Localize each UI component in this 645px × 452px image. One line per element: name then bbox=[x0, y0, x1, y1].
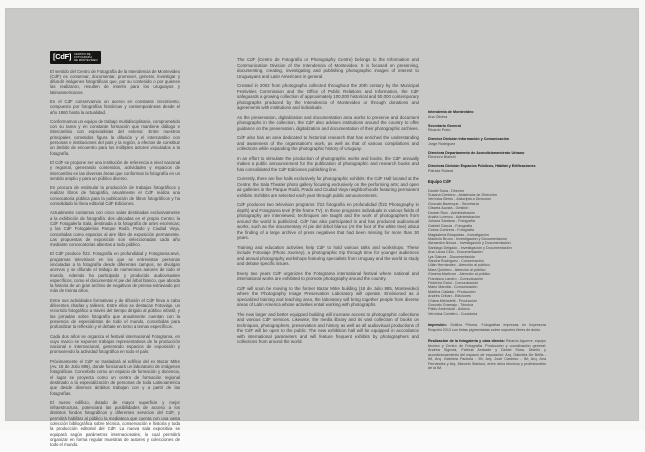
english-column bbox=[237, 57, 419, 349]
official-name: Eleonora Bianchi bbox=[428, 155, 456, 159]
officials-list bbox=[428, 110, 546, 173]
english-paragraph: CdF also has an area dedicated to historical research that has enriched the understanding and awareness of the organisation's work, as well as that of various compilations and collections while expanding the photographic history of Uruguay. bbox=[237, 135, 419, 151]
credits-column bbox=[428, 110, 546, 371]
cdf-logo bbox=[50, 51, 101, 64]
team-member: Daniel Sosa - Director bbox=[428, 188, 465, 193]
spanish-paragraph: Próximamente el CdF se trasladará al edificio del ex Bazar Mitre (Av. 18 de Julio 885), donde funcionará un laboratorio de imágenes fotográficas. Concebido como un espacio de formación y docencia, el lugar se proyecta como un centro de formación regional destinado a la especialización de personas de toda Latinoamérica que desde diversos ámbitos trabajan con y a partir de las fotografías. bbox=[50, 358, 180, 396]
english-paragraph: The CdF (Centro de Fotografía or Photography Centre) belongs to the Information and Communication Division of the Intendencia of Montevideo. It is focused on preserving, documenting, creating, investigating and publishing photographic images of interest to Uruguayans and Latin Americans in general. bbox=[237, 57, 419, 79]
official-name: Ricardo Prato bbox=[428, 128, 451, 132]
spanish-paragraph: El CdF se propone ser una institución de referencia a nivel nacional y regional, generando contenidos, actividades y espacios de intercambio en las diversas áreas que conforman la fotografía en un sentido amplio y para un público diverso. bbox=[50, 159, 180, 181]
english-paragraph: CdF produces two television programs: f/22 fotografía en profundidad (f/22 Photography in depth) and Fotograma tevé (Film-frame TV). In these programs individuals in various fields of photography are interviewed, techniques are taught and the work of photographers from around the world is publicized. CdF has also participated in and has produced audiovisual works, such as the documentary Al pie del árbol blanco (At the foot of the white tree) about the finding of a large archive of press negatives that had been missing for more than 30 years. bbox=[237, 202, 419, 240]
official-title: Secretario General bbox=[428, 123, 461, 128]
official-entry bbox=[428, 151, 546, 160]
team-member: Gonzalo Bazerque - Secretaría bbox=[428, 201, 479, 206]
team-member: Sandra Rodríguez - Conservación bbox=[428, 259, 484, 263]
official-title: Directora Departamento de Acondicionamiento Urbano bbox=[428, 150, 525, 155]
official-title: Intendenta de Montevideo bbox=[428, 110, 474, 114]
english-paragraph: Every two years CdF organizes the Fotograma international festival where national and international works are exhibited to promote photography around the country. bbox=[237, 270, 419, 281]
official-entry bbox=[428, 164, 546, 173]
english-paragraph: As the preservation, digitalization and documentation area works to preserve and document photographs in the collection, the CdF also advises institutions around the country to offer guidance on the preservation, digitalization and documentation of their photographic archives. bbox=[237, 114, 419, 131]
team-member: Mario Marotta - Comunicación bbox=[428, 285, 478, 290]
team-member: Carlos Contrera - Fotografía bbox=[428, 228, 475, 233]
team-member: Pablo Améndola - Actoría bbox=[428, 307, 470, 312]
english-paragraph: The new larger and better equipped building will increase access to photographic collections and various CdF services. Likewise, the media library and its vast collection of books on techniques, photographers, preservation and history as well as all audiovisual productions of the CdF will be open to the public. The new exhibition hall will be equipped in accordance with international parameters and will feature frequent exhibits by photographers and collections from around the world. bbox=[237, 311, 419, 344]
cdf-logo-mark: [CdF] bbox=[53, 52, 72, 61]
team-member: Verónica Berrio - Adscripta a Dirección bbox=[428, 197, 492, 202]
english-paragraph: Training and education activities help CdF to hold various talks and workshops. These include Fotoviaje (Photo Journey), a photographic trip through time for younger audiences and annual photography workshops featuring specialists from Uruguay and the world to study and debate specific issues. bbox=[237, 244, 419, 266]
cdf-logo-caption bbox=[74, 53, 98, 62]
english-paragraph: In an effort to stimulate the production of photographic works and books, the CdF annually makes a public announcement for the publication of photographic and research books and has consolidated the CdF Ediciones publishing line. bbox=[237, 155, 419, 172]
spanish-paragraphs bbox=[50, 69, 180, 448]
english-paragraphs bbox=[237, 57, 419, 345]
team-member: Gabriel García - Fotografía bbox=[428, 223, 473, 228]
team-member: Federico Estol - Comunicación bbox=[428, 281, 479, 286]
team-member: Andrés Cribari - Ediciones bbox=[428, 294, 471, 299]
team-member: Mara Quintero - Atención al público bbox=[428, 267, 486, 272]
official-name: Ana Olivera bbox=[428, 114, 448, 119]
team-member: Analía Lorenzo - Administración bbox=[428, 214, 481, 219]
team-member: Alexandra Nóvoa - Investigación y Documentación bbox=[428, 241, 511, 246]
team-member: Magdalena Broquetas - Investigación bbox=[428, 232, 489, 237]
team-member: Susana Centeno - Asistencia de Dirección bbox=[428, 192, 497, 197]
production-label: Realización de la fotogalería y obra directa: bbox=[428, 339, 505, 344]
team-member: Gonzalo Gramajo - Técnica bbox=[428, 303, 474, 308]
team-member: Johana Santana - Fotografía bbox=[428, 219, 475, 224]
official-entry bbox=[428, 137, 546, 146]
official-title: Directora División Espacios Públicos, Hábitat y Edificaciones bbox=[428, 164, 536, 168]
official-name: Jorge Rodríguez bbox=[428, 141, 456, 146]
spanish-paragraph: Cada dos años se organiza el festival internacional Fotograma, en cuyo marco se exponen trabajos representativos de la producción nacional e internacional, generando espacios de exposición y promoviendo la actividad fotográfica en todo el país. bbox=[50, 333, 180, 355]
printing-label: Impresión: bbox=[428, 323, 447, 328]
cdf-logo-caption-line: DE MONTEVIDEO bbox=[74, 58, 98, 62]
team-member: Francisco Landro - Comunicación bbox=[428, 276, 484, 281]
spanish-paragraph: Actualmente contamos con cinco salas destinadas exclusivamente a la exhibición de fotografía: dos ubicadas en el propio Centro; la CdF Fotogalería Sala, destinada a la fotografía de artes escénicas; y las CdF Fotogalerías Parque Rodó, Prado y Ciudad Vieja, concebidas como espacios al aire libre de exposición permanente. Las propuestas de exposición son seleccionadas cada año mediante convocatorias abiertas a todo público. bbox=[50, 210, 180, 248]
spanish-column bbox=[50, 46, 180, 452]
team-list bbox=[428, 189, 546, 317]
team-member: Gissela Acosta - Gestión bbox=[428, 206, 469, 211]
spanish-paragraph: Conformamos un equipo de trabajo multidisciplinario, comprometido con su tarea y en constante formación que mantiene diálogo e intercambio con especialistas del exterior. Entre nuestros principales cometidos figura la difusión y el intercambio con personas e instituciones del país y la región, a efectos de constituir un ámbito de encuentro para los múltiples actores vinculados a la fotografía. bbox=[50, 118, 180, 156]
production-text: Ricardo Aguerre, equipo técnico y Centro de Fotografía. Producción y coordinación general: Andrea Sígnola, Patricia Andrade y Daniel Sosa. Diseño y acondicionamiento del espacio de exposición: Arq. Gabriela De Bellis - IM, Arq. Gabriela Fachola - IM, Arq. José Cardeso - IM; Arq. Ana Fernández y Arq. Marcelo Staricco, entre otros técnicos y profesionales de la IM. bbox=[428, 339, 546, 371]
colophon-page bbox=[5, 8, 639, 448]
spanish-paragraph: En procura de estimular la producción de trabajos fotográficos y realizar libros de fotografía, anualmente el CdF realiza una convocatoria pública para la publicación de libros fotográficos y ha consolidado la línea editorial CdF Ediciones. bbox=[50, 185, 180, 207]
spanish-paragraph: En el CdF conservamos un acervo en constante crecimiento, compuesto por fotografías históricas y contemporáneas desde el año 1860 hasta la actualidad. bbox=[50, 98, 180, 115]
production-note bbox=[428, 339, 546, 371]
spanish-paragraph: El sentido del Centro de Fotografía de la Intendencia de Montevideo (CdF) es conservar, documentar, promover, generar, investigar y difundir imágenes fotográficas que, por su contenido o por quienes las realizaron, resulten de interés para los uruguayos y latinoamericanos. bbox=[50, 68, 180, 95]
printing-note bbox=[428, 323, 546, 332]
official-title: Director División Información y Comunicación bbox=[428, 137, 510, 141]
team-member: Ana Laura Cirio - Documentación bbox=[428, 250, 483, 255]
english-paragraph: Created in 2002 from photographs collected throughout the 20th century by the Municipal Festivities Commission and the Office of Public Relations and Information, the CdF safeguards a growing collection of approximately 100,000 historical and 50,000 contemporary photographs produced by the Intendencia of Montevideo or through donations and agreements with institutions and individuals. bbox=[237, 83, 419, 110]
spanish-paragraph: El CdF produce f/22. Fotografía en profundidad y Fotograma.tevé, programas televisivos en los que se entrevistan personas vinculadas a la fotografía desde diferentes campos, se divulgan acervos y se difunde el trabajo de numerosos autores de todo el mundo. Además ha participado y producido audiovisuales específicos, como el documental Al pie del árbol blanco, que aborda la historia de un gran archivo de negativos de prensa extraviado por más de treinta años. bbox=[50, 251, 180, 294]
spanish-paragraph: Entre sus actividades formativas y de difusión el CdF lleva a cabo diferentes charlas y talleres. Entre ellos se destacan Fotoviaje, un recorrido fotográfico a través del tiempo dirigido al público infantil, y las jornadas sobre fotografía que anualmente cuentan con la presencia de especialistas de todo el mundo, concebidas para profundizar la reflexión y el debate en torno a temas específicos. bbox=[50, 297, 180, 330]
team-member: Gimena Martínez - Atención al público bbox=[428, 272, 491, 277]
team-member: Santiago Delgado - Investigación y Documentación bbox=[428, 245, 512, 250]
english-paragraph: Currently, there are five halls exclusively for photographic exhibits: the CdF Hall located at the Centre; the Sala Theater photo gallery focusing exclusively on the performing arts; and open air galleries in the Parque Rodó, Prado and Ciudad Vieja neighborhoods featuring permanent exhibits. Exhibits are selected each year through public announcements. bbox=[237, 176, 419, 198]
team-member: Mauricio Bruno - Investigación y Documentación bbox=[428, 236, 508, 241]
team-member: Darwin Ruiz - Administración bbox=[428, 210, 476, 215]
team-member: Chiara Micheletti - Producción bbox=[428, 298, 478, 303]
team-member: Lys Gainza - Documentación bbox=[428, 254, 476, 259]
official-entry bbox=[428, 110, 546, 119]
cdf-logo-caption-line: FOTOGRAFÍA bbox=[74, 55, 93, 59]
spanish-paragraph: El nuevo edificio, dotado de mayor superficie y mejor infraestructura, potenciará las posibilidades de acceso a los distintos fondos fotográficos y diferentes servicios del CdF, y permitirá habilitar al público la mediateca que cuenta con una vasta colección bibliográfica sobre técnica, conservación e historia y toda la producción editorial del CdF. La nueva sala expositiva se equipará según parámetros internacionales, lo cual permitirá organizar en forma regular muestras de autores y colecciones de todo el mundo. bbox=[50, 399, 180, 448]
official-entry bbox=[428, 124, 546, 133]
printing-text: Gráfica Prisma. Fotografías impresas en Impresora Rosprint 2013 con tintas pigmentadas sobre soportes libres de ácido. bbox=[428, 323, 546, 332]
team-member: Martina Callaba - Producción bbox=[428, 289, 476, 294]
official-name: Patricia Roland bbox=[428, 168, 454, 173]
team-heading: Equipo CdF bbox=[428, 179, 451, 184]
cdf-logo-caption-line: CENTRO DE bbox=[74, 52, 91, 56]
team-member: Lilián Hernández - Atención al público bbox=[428, 263, 490, 268]
english-paragraph: CdF will soon be moving to the former Bazar Mitre building (18 de Julio 885, Montevideo) where the Photography Image Preservation Laboratory will operate. Envisioned as a specialized training and teaching area, the laboratory will bring together people from diverse areas of Latin America whose activities entail working with photographs. bbox=[237, 285, 419, 307]
team-member: Verónica Cordeiro - Curaduría bbox=[428, 311, 478, 316]
